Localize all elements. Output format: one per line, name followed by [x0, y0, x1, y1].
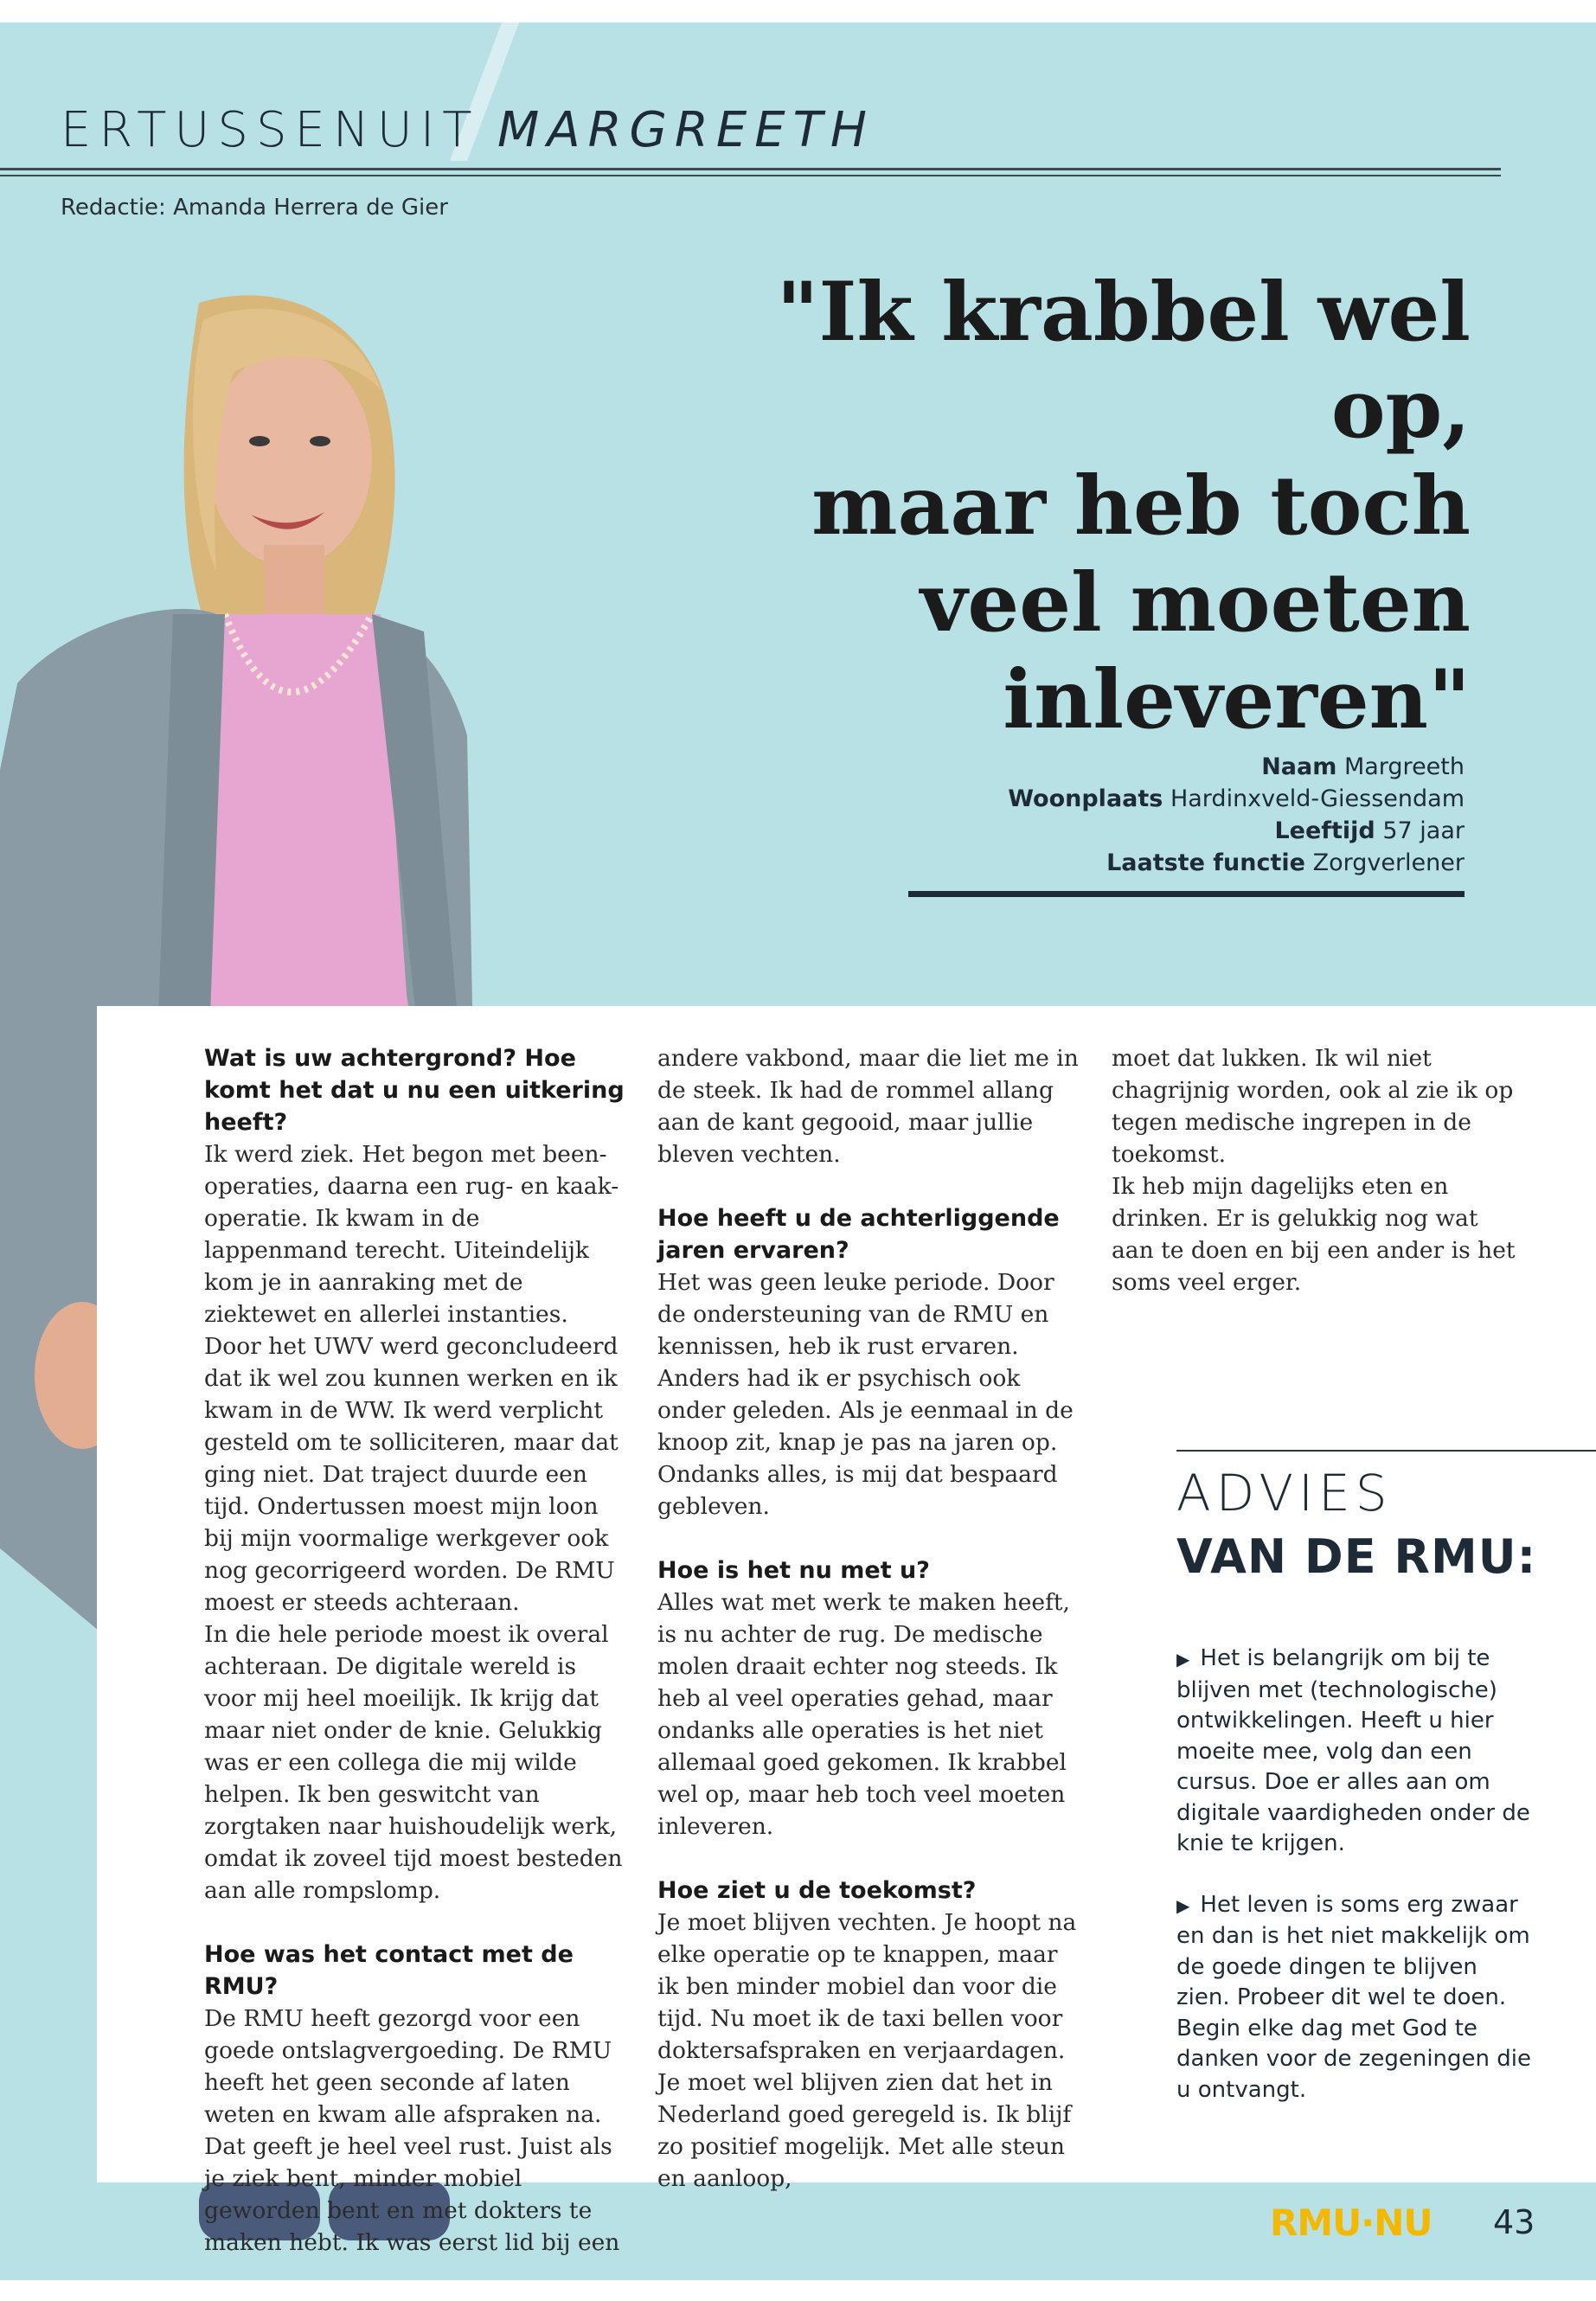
brand-logo: RMU·NU	[1270, 2202, 1433, 2244]
advies-subtitle: VAN DE RMU:	[1176, 1529, 1537, 1584]
triangle-bullet-icon: ▶	[1176, 1649, 1190, 1670]
profile-rule	[908, 891, 1465, 897]
answer-text: In die hele periode moest ik overal achteraan. De digitale wereld is voor mij heel moeilijk. Ik krijg dat maar niet onder de knie. Gelukkig was er een collega die mij wilde helpen. Ik ben geswitcht van zorgtaken naar huishoudelijk werk, omdat ik zoveel tijd moest besteden aan alle rompslomp.	[204, 1621, 623, 1904]
advies-list	[1176, 1644, 1531, 2136]
profile-box	[1008, 751, 1465, 879]
profile-row-age: Leeftijd 57 jaar	[1274, 817, 1465, 844]
advies-title: ADVIES	[1176, 1464, 1393, 1522]
header-rule	[0, 168, 1501, 170]
answer-text: Ik heb mijn dagelijks eten en drinken. Er is gelukkig nog wat aan te doen en bij een ander is het soms veel erger.	[1112, 1173, 1516, 1296]
answer-text: Ik werd ziek. Het begon met been-operaties, daarna een rug- en kaak-operatie. Ik kwam in de lappenmand terecht. Uiteindelijk kom je in aanraking met de ziektewet en allerlei instanties. Door het UWV werd geconcludeerd dat ik wel zou kunnen werken en ik kwam in de WW. Ik werd verplicht gesteld om te solliciteren, maar dat ging niet. Dat traject duurde een tijd. Ondertussen moest mijn loon bij mijn voormalige werkgever ook nog gecorrigeerd worden. De RMU moest er steeds achteraan.	[204, 1141, 619, 1616]
headline-line: veel moeten	[920, 555, 1471, 651]
editor-credit: Redactie: Amanda Herrera de Gier	[61, 195, 448, 221]
answer-text: Alles wat met werk te maken heeft, is nu achter de rug. De medische molen draait echter nog steeds. Ik heb al veel operaties gehad, maar ondanks alle operaties is het niet allemaal goed gekomen. Ik krabbel wel op, maar heb toch veel moeten inleveren.	[657, 1589, 1070, 1840]
advies-item: ▶ Het leven is soms erg zwaar en dan is het niet makkelijk om de goede dingen te blijven zien. Probeer dit wel te doen. Begin elke dag met God te danken voor de zegeningen die u ontvangt.	[1176, 1891, 1531, 2103]
article-column-2	[657, 1042, 1081, 2227]
advies-rule	[1176, 1450, 1596, 1452]
question-heading: Hoe is het nu met u?	[657, 1557, 930, 1584]
header-rule-thin	[0, 175, 1501, 176]
answer-text: Het was geen leuke periode. Door de ondersteuning van de RMU en kennissen, heb ik rust ervaren. Anders had ik er psychisch ook onder geleden. Als je eenmaal in de knoop zit, knap je pas na jaren op. Ondanks alles, is mij dat bespaard gebleven.	[657, 1269, 1074, 1520]
profile-row-name: Naam Margreeth	[1261, 753, 1465, 780]
answer-text: moet dat lukken. Ik wil niet chagrijnig worden, ook al zie ik op tegen medische ingrepen in de toekomst.	[1112, 1045, 1514, 1168]
article-column-1	[204, 1042, 628, 2291]
question-heading: Wat is uw achtergrond? Hoe komt het dat u nu een uitkering heeft?	[204, 1045, 625, 1136]
section-label: ERTUSSENUIT	[61, 102, 480, 158]
answer-text: Je moet blijven vechten. Je hoopt na elke operatie op te knappen, maar ik ben minder mobiel dan voor die tijd. Nu moet ik de taxi bellen voor doktersafspraken en verjaardagen. Je moet wel blijven zien dat het in Nederland goed geregeld is. Ik blijf zo positief mogelijk. Met alle steun en aanloop,	[657, 1909, 1077, 2192]
answer-text: De RMU heeft gezorgd voor een goede ontslagvergoeding. De RMU heeft het geen seconde af laten weten en kwam alle afspraken na. Dat geeft je heel veel rust. Juist als je ziek bent, minder mobiel geworden bent en met dokters te maken hebt. Ik was eerst lid bij een	[204, 2005, 620, 2256]
headline-line: maar heb toch	[811, 458, 1471, 554]
headline-line: "Ik krabbel wel op,	[776, 265, 1471, 457]
profile-row-job: Laatste functie Zorgverlener	[1106, 849, 1465, 876]
headline-quote	[692, 264, 1471, 748]
headline-line: inleveren"	[1003, 652, 1471, 747]
profile-row-residence: Woonplaats Hardinxveld-Giessendam	[1008, 785, 1465, 812]
section-name: MARGREETH	[497, 102, 875, 158]
question-heading: Hoe was het contact met de RMU?	[204, 1941, 574, 2000]
answer-text: andere vakbond, maar die liet me in de steek. Ik had de rommel allang aan de kant gegooid, maar jullie bleven vechten.	[657, 1045, 1079, 1168]
article-column-3	[1112, 1042, 1527, 1330]
question-heading: Hoe heeft u de achterliggende jaren ervaren?	[657, 1205, 1060, 1264]
question-heading: Hoe ziet u de toekomst?	[657, 1877, 977, 1904]
page-number: 43	[1493, 2203, 1535, 2241]
triangle-bullet-icon: ▶	[1176, 1894, 1190, 1916]
advies-item: ▶ Het is belangrijk om bij te blijven met (technologische) ontwikkelingen. Heeft u hier moeite mee, volg dan een cursus. Doe er alles aan om digitale vaardigheden onder de knie te krijgen.	[1176, 1645, 1530, 1856]
